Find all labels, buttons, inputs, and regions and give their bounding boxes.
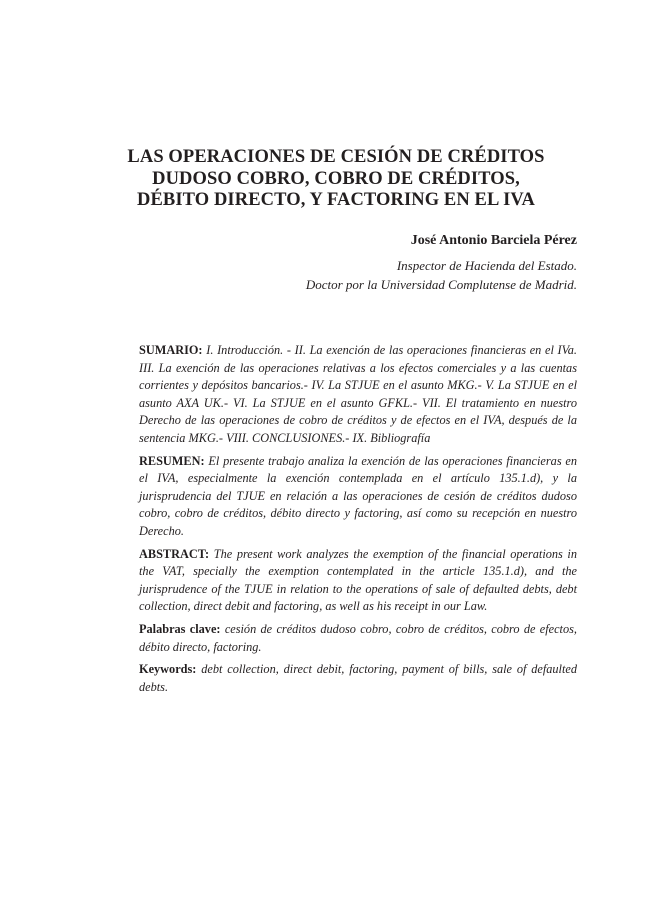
palabras-clave-paragraph [139, 621, 577, 656]
sumario-text: I. Introducción. - II. La exención de las operaciones financieras en el IVa. III. La exención de las operaciones relativas a los efectos comerciales y a las cuentas corrientes y depósitos bancarios.- IV. La STJUE en el asunto MKG.- V. La STJUE en el asunto AXA UK.- VI. La STJUE en el asunto GFKL.- VII. El tratamiento en nuestro Derecho de las operaciones de cobro de créditos y de efectos en el IVA, después de la sentencia MKG.- VIII. CONCLUSIONES.- IX. Bibliografía [139, 343, 578, 445]
article-title [100, 147, 572, 212]
abstract-label: ABSTRACT: [139, 546, 210, 561]
author-affiliation [306, 256, 577, 294]
front-matter-block [139, 342, 577, 701]
sumario-paragraph [139, 342, 577, 448]
title-line-3: DÉBITO DIRECTO, Y FACTORING EN EL IVA [137, 190, 535, 210]
abstract-text: The present work analyzes the exemption of the financial operations in the VAT, specially the exemption contemplated in the article 135.1.d), and the jurisprudence of the TJUE in relation to the operations of sale of defaulted debts, debt collection, direct debit and factoring, as well as his receipt in our Law. [139, 546, 577, 614]
abstract-paragraph [139, 546, 577, 616]
palabras-clave-label: Palabras clave: [139, 621, 221, 636]
title-line-2: DUDOSO COBRO, COBRO DE CRÉDITOS, [152, 168, 520, 189]
resumen-paragraph [139, 453, 577, 541]
palabras-clave-text: cesión de créditos dudoso cobro, cobro de créditos, cobro de efectos, débito directo, factoring. [139, 621, 577, 654]
affiliation-line-2: Doctor por la Universidad Complutense de Madrid. [305, 277, 577, 292]
resumen-text: El presente trabajo analiza la exención de las operaciones financieras en el IVA, especialmente la exención contemplada en el artículo 135.1.d), y la jurisprudencia del TJUE en relación a las operaciones de cesión de créditos dudoso cobro, cobro de créditos, débito directo y factoring, así como su recepción en nuestro Derecho. [139, 453, 577, 538]
resumen-label: RESUMEN: [139, 453, 205, 468]
author-name: José Antonio Barciela Pérez [410, 233, 577, 248]
keywords-paragraph [139, 661, 577, 696]
sumario-label: SUMARIO: [139, 343, 203, 357]
title-line-1: LAS OPERACIONES DE CESIÓN DE CRÉDITOS [127, 147, 545, 167]
keywords-label: Keywords: [139, 662, 197, 677]
keywords-text: debt collection, direct debit, factoring, payment of bills, sale of defaulted debts. [139, 662, 577, 694]
affiliation-line-1: Inspector de Hacienda del Estado. [396, 258, 577, 273]
